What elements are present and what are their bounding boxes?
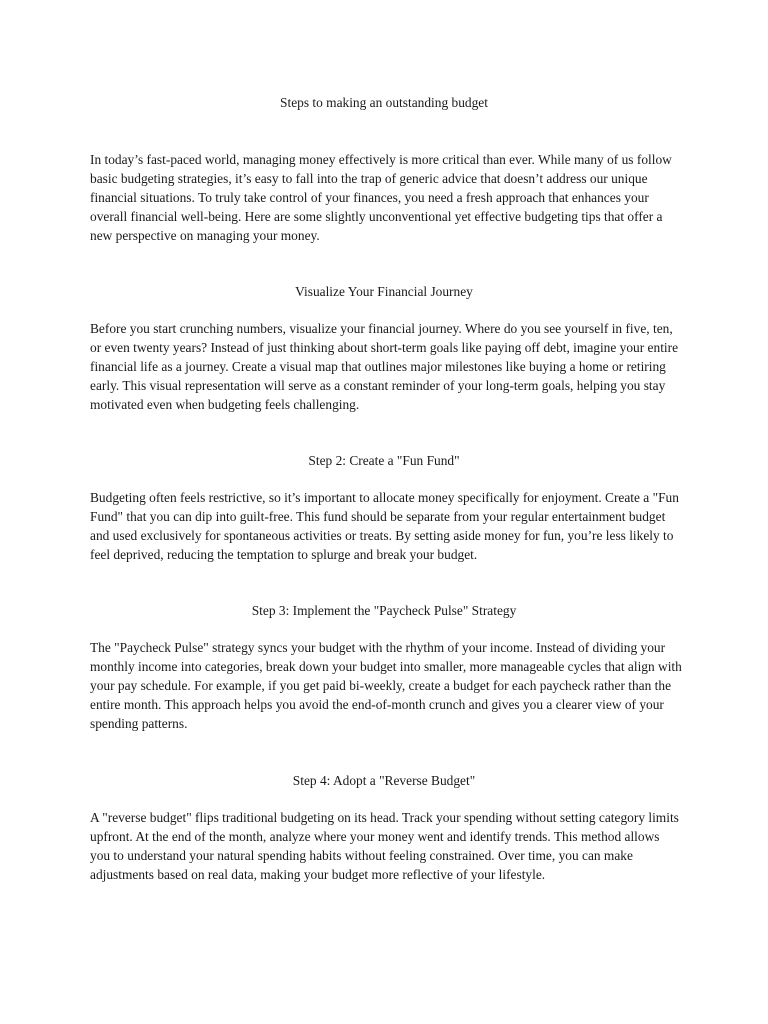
section-body-fun-fund: Budgeting often feels restrictive, so it’s important to allocate money specifically for enjoyment. Create a "Fun Fund" that you can dip into guilt-free. This fund should be separate from your regular entertainment budget and used exclusively for spontaneous activities or treats. By setting aside money for fun, you’re less likely to feel deprived, reducing the temptation to splurge and break your budget. (90, 490, 679, 562)
section-body-paycheck-pulse: The "Paycheck Pulse" strategy syncs your budget with the rhythm of your income. Instead of dividing your monthly income into categories, break down your budget into smaller, more manageable cycles that align with your pay schedule. For example, if you get paid bi-weekly, create a budget for each paycheck rather than the entire month. This approach helps you avoid the end-of-month crunch and gives you a clearer view of your spending patterns. (90, 640, 682, 731)
section-heading-visualize: Visualize Your Financial Journey (295, 284, 473, 299)
section-heading-reverse-budget: Step 4: Adopt a "Reverse Budget" (292, 773, 476, 788)
document-title: Steps to making an outstanding budget (280, 95, 488, 110)
section-heading-fun-fund: Step 2: Create a "Fun Fund" (308, 453, 460, 468)
section-body-reverse-budget: A "reverse budget" flips traditional budgeting on its head. Track your spending without setting category limits upfront. At the end of the month, analyze where your money went and identify trends. This method allows you to understand your natural spending habits without feeling constrained. Over time, you can make adjustments based on real data, making your budget more reflective of your lifestyle. (90, 810, 679, 882)
intro-paragraph: In today’s fast-paced world, managing money effectively is more critical than ever. While many of us follow basic budgeting strategies, it’s easy to fall into the trap of generic advice that doesn’t address our unique financial situations. To truly take control of your finances, you need a fresh approach that enhances your overall financial well-being. Here are some slightly unconventional yet effective budgeting tips that offer a new perspective on managing your money. (90, 152, 672, 243)
section-heading-paycheck-pulse: Step 3: Implement the "Paycheck Pulse" Strategy (251, 603, 517, 618)
section-body-visualize: Before you start crunching numbers, visualize your financial journey. Where do you see yourself in five, ten, or even twenty years? Instead of just thinking about short-term goals like paying off debt, imagine your entire financial life as a journey. Create a visual map that outlines major milestones like buying a home or retiring early. This visual representation will serve as a constant reminder of your long-term goals, helping you stay motivated even when budgeting feels challenging. (90, 321, 679, 412)
